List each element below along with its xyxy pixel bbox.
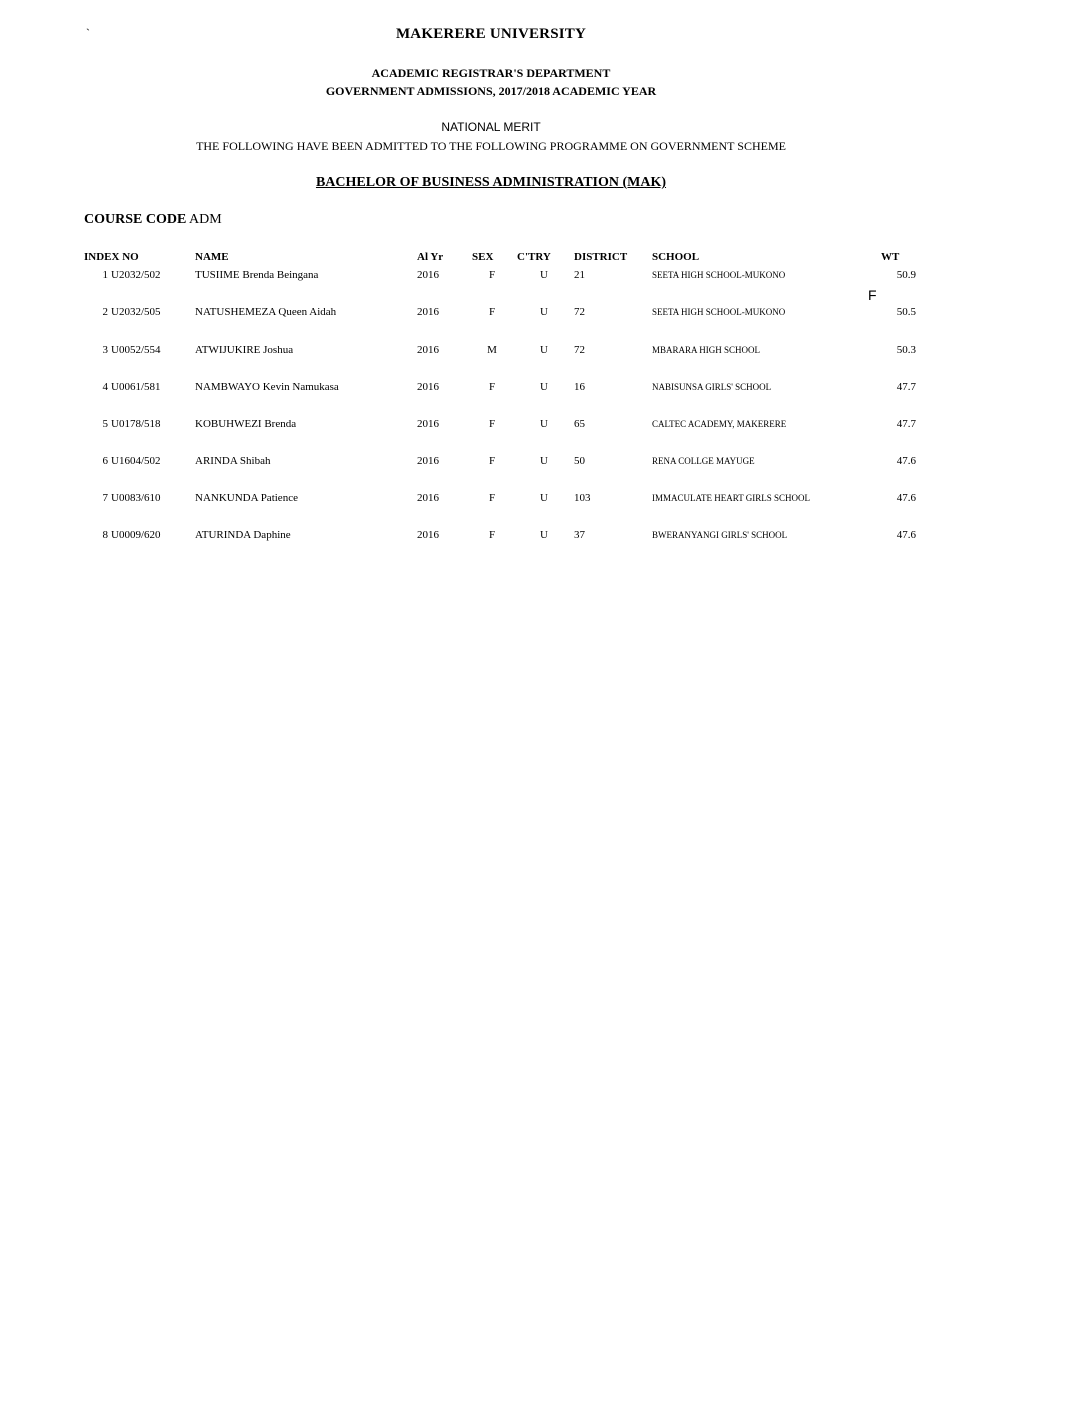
country: U	[540, 306, 548, 318]
school-name: CALTEC ACADEMY, MAKERERE	[652, 419, 787, 429]
university-title: MAKERERE UNIVERSITY	[395, 26, 587, 42]
student-name: ARINDA Shibah	[195, 455, 271, 467]
course-code-value: ADM	[189, 212, 222, 227]
country: U	[540, 269, 548, 281]
school-name: RENA COLLGE MAYUGE	[652, 456, 755, 466]
sex: F	[488, 529, 496, 541]
row-number: 4	[102, 381, 108, 393]
al-year: 2016	[417, 306, 439, 318]
index-number: U0061/581	[111, 381, 161, 393]
course-code-label: COURSE CODE	[84, 212, 187, 227]
col-header-weight: WT	[881, 251, 900, 263]
weight: 47.6	[896, 492, 916, 504]
student-name: NAMBWAYO Kevin Namukasa	[195, 381, 339, 393]
al-year: 2016	[417, 269, 439, 281]
sex: F	[488, 381, 496, 393]
district: 21	[574, 269, 585, 281]
country: U	[540, 344, 548, 356]
index-number: U0009/620	[111, 529, 161, 541]
weight: 50.9	[896, 269, 916, 281]
sex: F	[488, 455, 496, 467]
col-header-sex: SEX	[472, 251, 494, 263]
student-name: ATWIJUKIRE Joshua	[195, 344, 294, 356]
al-year: 2016	[417, 492, 439, 504]
row-number: 2	[102, 306, 108, 318]
merit-heading: NATIONAL MERIT	[441, 120, 541, 134]
district: 72	[574, 344, 585, 356]
school-name: MBARARA HIGH SCHOOL	[652, 345, 761, 355]
district: 16	[574, 381, 585, 393]
school-name: BWERANYANGI GIRLS' SCHOOL	[652, 530, 788, 540]
school-name: NABISUNSA GIRLS' SCHOOL	[652, 382, 772, 392]
weight: 47.7	[896, 381, 916, 393]
sex: F	[488, 306, 496, 318]
student-name: TUSIIME Brenda Beingana	[195, 269, 319, 281]
col-header-year: Al Yr	[417, 251, 444, 263]
al-year: 2016	[417, 418, 439, 430]
row-number: 1	[102, 269, 108, 281]
weight: 50.5	[896, 306, 916, 318]
district: 37	[574, 529, 585, 541]
student-name: NANKUNDA Patience	[195, 492, 298, 504]
admission-statement: THE FOLLOWING HAVE BEEN ADMITTED TO THE FOLLOWING PROGRAMME ON GOVERNMENT SCHEME	[196, 139, 786, 153]
country: U	[540, 418, 548, 430]
index-number: U2032/505	[111, 306, 161, 318]
stray-mark: F	[868, 287, 877, 303]
index-number: U2032/502	[111, 269, 161, 281]
sex: F	[488, 492, 496, 504]
row-number: 6	[102, 455, 108, 467]
tick-mark: `	[86, 26, 90, 40]
col-header-name: NAME	[195, 251, 229, 263]
student-name: NATUSHEMEZA Queen Aidah	[195, 306, 337, 318]
sex: M	[487, 344, 497, 356]
index-number: U0052/554	[111, 344, 161, 356]
country: U	[540, 455, 548, 467]
row-number: 7	[102, 492, 108, 504]
country: U	[540, 529, 548, 541]
district: 50	[574, 455, 585, 467]
weight: 50.3	[896, 344, 916, 356]
course-code	[84, 212, 222, 228]
district: 103	[574, 492, 591, 504]
col-header-district: DISTRICT	[574, 251, 628, 263]
weight: 47.6	[896, 529, 916, 541]
row-number: 5	[102, 418, 108, 430]
country: U	[540, 492, 548, 504]
weight: 47.7	[896, 418, 916, 430]
al-year: 2016	[417, 529, 439, 541]
col-header-index: INDEX NO	[84, 251, 139, 263]
country: U	[540, 381, 548, 393]
district: 65	[574, 418, 585, 430]
index-number: U1604/502	[111, 455, 161, 467]
student-name: ATURINDA Daphine	[195, 529, 291, 541]
row-number: 8	[102, 529, 108, 541]
student-name: KOBUHWEZI Brenda	[195, 418, 297, 430]
col-header-country: C'TRY	[517, 251, 551, 263]
col-header-school: SCHOOL	[652, 251, 700, 263]
al-year: 2016	[417, 344, 439, 356]
sex: F	[488, 418, 496, 430]
school-name: SEETA HIGH SCHOOL-MUKONO	[652, 307, 786, 317]
al-year: 2016	[417, 381, 439, 393]
programme-title: BACHELOR OF BUSINESS ADMINISTRATION (MAK)	[315, 175, 667, 190]
index-number: U0178/518	[111, 418, 161, 430]
school-name: SEETA HIGH SCHOOL-MUKONO	[652, 270, 786, 280]
weight: 47.6	[896, 455, 916, 467]
school-name: IMMACULATE HEART GIRLS SCHOOL	[652, 493, 811, 503]
al-year: 2016	[417, 455, 439, 467]
district: 72	[574, 306, 585, 318]
department-heading: ACADEMIC REGISTRAR'S DEPARTMENT	[371, 66, 611, 80]
index-number: U0083/610	[111, 492, 161, 504]
row-number: 3	[102, 344, 108, 356]
sex: F	[488, 269, 496, 281]
admissions-heading: GOVERNMENT ADMISSIONS, 2017/2018 ACADEMIC YEAR	[325, 84, 657, 98]
